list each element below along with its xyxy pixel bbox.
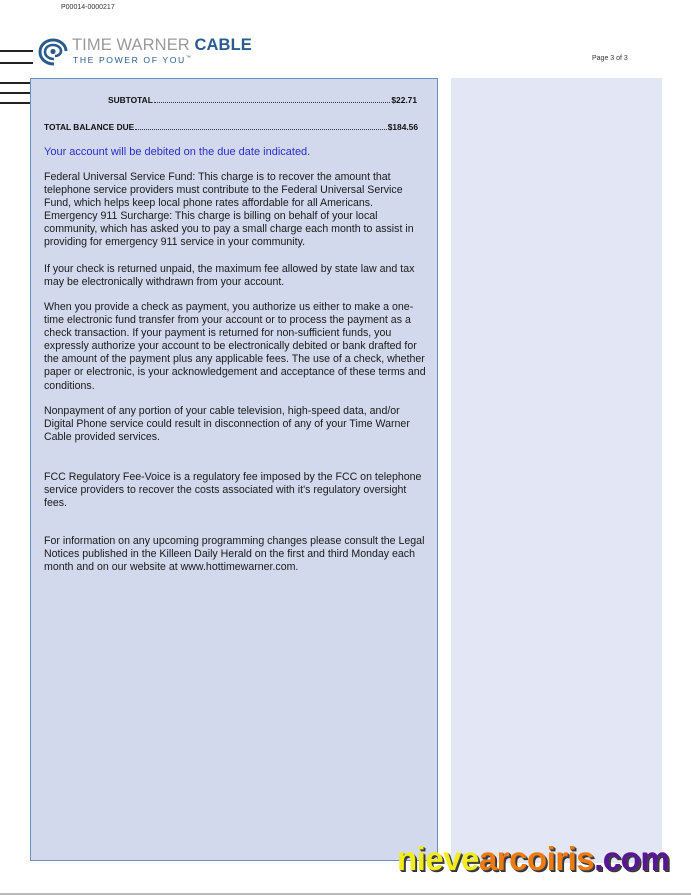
- check-authorization-paragraph: When you provide a check as payment, you authorize us either to make a one-time electronic fund transfer from your account or to process the payment as a check transaction. If your payment is returned for non-sufficient funds, you expressly authorize your account to be electronically debited or bank drafted for the amount of the payment plus any applicable fees. The use of a check, whether paper or electronic, is your acknowledgement and acceptance of these terms and conditions.: [44, 301, 426, 392]
- trademark-symbol: ™: [185, 55, 191, 61]
- document-id: P00014-0000217: [61, 4, 115, 11]
- watermark-part1: nieve: [397, 840, 479, 877]
- watermark: [397, 840, 669, 878]
- usf-911-paragraph: Federal Universal Service Fund: This charge is to recover the amount that telephone service providers must contribute to the Federal Universal Service Fund, which helps keep local phone rates affordable for all Americans. Emergency 911 Surcharge: This charge is billing on behalf of your local community, which has asked you to pay a small charge each month to assist in providing for emergency 911 service in your community.: [44, 171, 414, 249]
- dot-leader: [135, 122, 386, 130]
- omr-mark: [0, 62, 33, 64]
- company-logo: [38, 36, 252, 70]
- nonpayment-paragraph: Nonpayment of any portion of your cable television, high-speed data, and/or Digital Phone service could result in disconnection of any of your Time Warner Cable provided services.: [44, 405, 410, 444]
- tagline-text: THE POWER OF YOU: [73, 55, 186, 65]
- page-number: Page 3 of 3: [592, 55, 628, 62]
- omr-mark: [0, 92, 33, 94]
- omr-mark: [0, 50, 33, 52]
- omr-mark: [0, 82, 33, 84]
- watermark-part2: arcoiris: [478, 840, 595, 877]
- total-balance-value: $184.56: [387, 122, 418, 132]
- logo-name-part2: CABLE: [194, 36, 252, 54]
- logo-wordmark: [72, 36, 252, 55]
- watermark-part3: .com: [594, 840, 670, 877]
- logo-tagline: [73, 55, 191, 65]
- programming-changes-paragraph: For information on any upcoming programming changes please consult the Legal Notices published in the Killeen Daily Herald on the first and third Monday each month and on our website at www.hottimewarner.com.: [44, 535, 425, 574]
- subtotal-value: $22.71: [391, 95, 417, 105]
- autopay-notice: Your account will be debited on the due date indicated.: [44, 146, 311, 158]
- returned-check-paragraph: If your check is returned unpaid, the maximum fee allowed by state law and tax may be electronically withdrawn from your account.: [44, 263, 415, 289]
- total-balance-label: TOTAL BALANCE DUE: [44, 122, 135, 132]
- fcc-fee-paragraph: FCC Regulatory Fee-Voice is a regulatory fee imposed by the FCC on telephone service providers to recover the costs associated with it's regulatory oversight fees.: [44, 471, 422, 510]
- subtotal-row: [108, 95, 417, 105]
- logo-name-part1: TIME WARNER: [72, 36, 195, 54]
- subtotal-label: SUBTOTAL: [108, 95, 153, 105]
- omr-mark: [0, 102, 33, 104]
- dot-leader: [154, 95, 391, 103]
- twc-eye-swirl-icon: [38, 37, 70, 67]
- side-panel: [451, 78, 662, 863]
- total-balance-row: [44, 122, 418, 132]
